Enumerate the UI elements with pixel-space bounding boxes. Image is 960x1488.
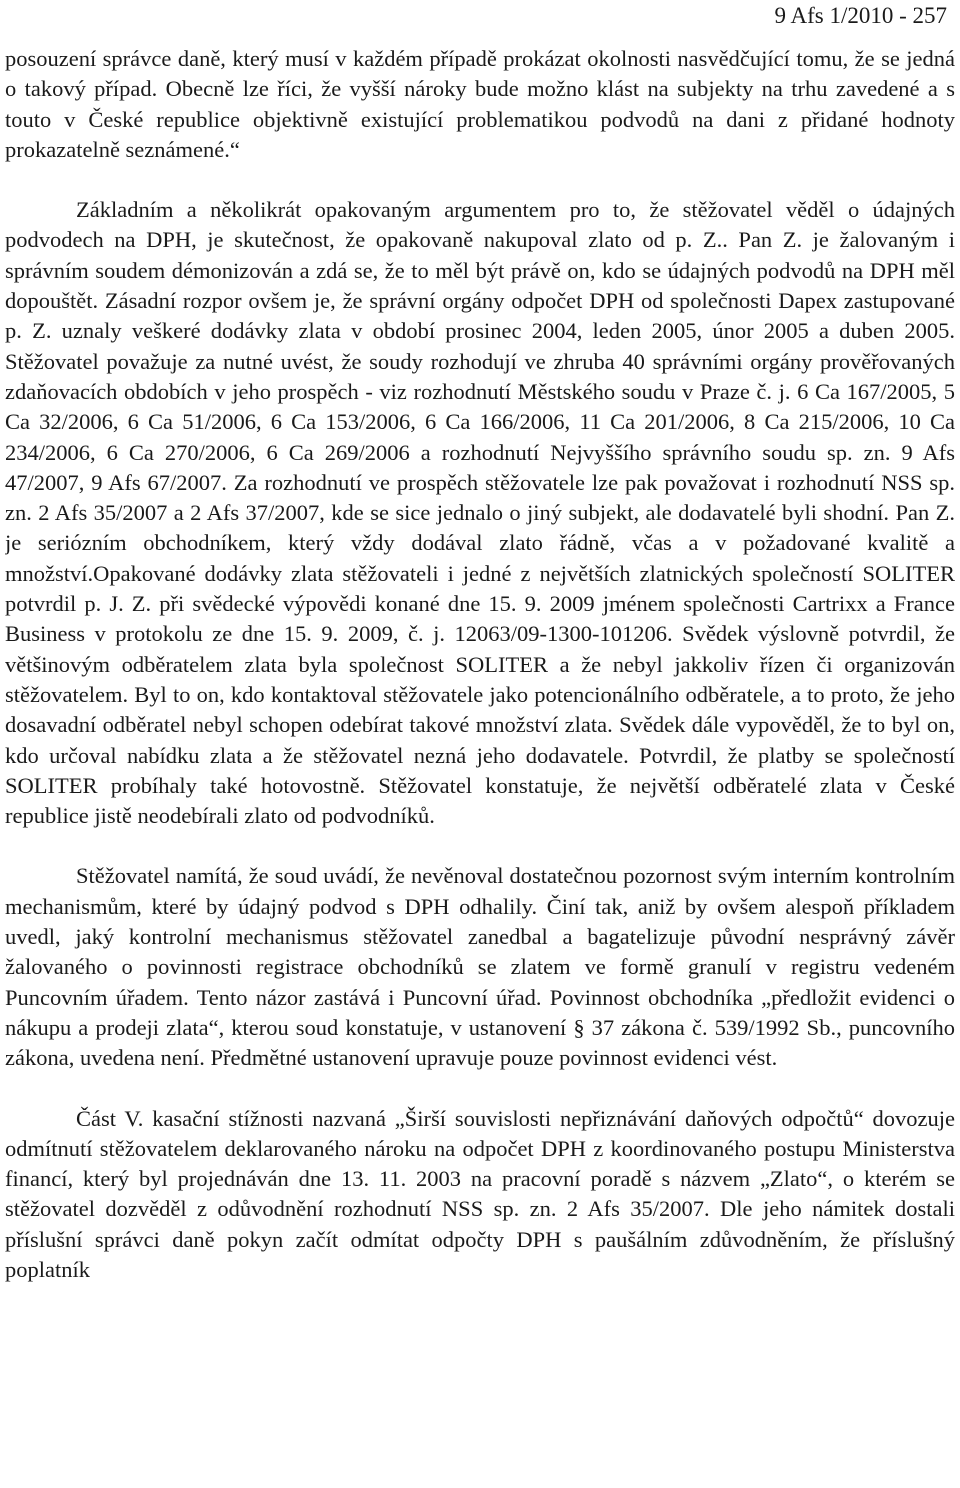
document-page xyxy=(5,0,955,1488)
document-body xyxy=(5,44,955,1285)
paragraph-control-mechanisms: Stěžovatel namítá, že soud uvádí, že nevěnoval dostatečnou pozornost svým interním kontrolním mechanismům, které by údajný podvod s DPH odhalily. Činí tak, aniž by ovšem alespoň příkladem uvedl, jaký kontrolní mechanismus stěžovatel zanedbal a bagatelizuje původní nesprávný závěr žalovaného o povinnosti registrace obchodníků se zlatem ve formě granulí v registru vedeném Puncovním úřadem. Tento názor zastává i Puncovní úřad. Povinnost obchodníka „předložit evidenci o nákupu a prodeji zlata“, kterou soud konstatuje, v ustanovení § 37 zákona č. 539/1992 Sb., puncovního zákona, uvedena není. Předmětné ustanovení upravuje pouze povinnost evidenci vést. xyxy=(5,863,955,1071)
paragraph-argument-z: Základním a několikrát opakovaným argumentem pro to, že stěžovatel věděl o údajných podvodech na DPH, je skutečnost, že opakovaně nakupoval zlato od p. Z.. Pan Z. je žalovaným i správním soudem démonizován a zdá se, že to měl být právě on, kdo se údajných podvodů na DPH měl dopouštět. Zásadní rozpor ovšem je, že správní orgány odpočet DPH od společnosti Dapex zastupované p. Z. uznaly veškeré dodávky zlata v období prosinec 2004, leden 2005, únor 2005 a duben 2005. Stěžovatel považuje za nutné uvést, že soudy rozhodují ve zhruba 40 správními orgány prověřovaných zdaňovacích obdobích v jeho prospěch - viz rozhodnutí Městského soudu v Praze č. j. 6 Ca 167/2005, 5 Ca 32/2006, 6 Ca 51/2006, 6 Ca 153/2006, 6 Ca 166/2006, 11 Ca 201/2006, 8 Ca 215/2006, 10 Ca 234/2006, 6 Ca 270/2006, 6 Ca 269/2006 a rozhodnutí Nejvyššího správního soudu sp. zn. 9 Afs 47/2007, 9 Afs 67/2007. Za rozhodnutí ve prospěch stěžovatele lze pak považovat i rozhodnutí NSS sp. zn. 2 Afs 35/2007 a 2 Afs 37/2007, kde se sice jednalo o jiný subjekt, ale dodavatelé byli shodní. Pan Z. je seriózním obchodníkem, který vždy dodával zlato řádně, včas a v požadované kvalitě a množství.Opakované dodávky zlata stěžovateli i jedné z největších zlatnických společností SOLITER potvrdil p. J. Z. při svědecké výpovědi konané dne 15. 9. 2009 jménem společnosti Cartrixx a France Business v protokolu ze dne 15. 9. 2009, č. j. 12063/09-1300-101206. Svědek výslovně potvrdil, že většinovým odběratelem zlata byla společnost SOLITER a že nebyl jakkoliv řízen či organizován stěžovatelem. Byl to on, kdo kontaktoval stěžovatele jako potencionálního odběratele, a to proto, že jeho dosavadní odběratel nebyl schopen odebírat takové množství zlata. Svědek dále vypověděl, že to byl on, kdo určoval nabídku zlata a že stěžovatel nezná jeho dodavatele. Potvrdil, že platby se společností SOLITER probíhaly také hotovostně. Stěžovatel konstatuje, že největší odběratelé zlata v České republice jistě neodebírali zlato od podvodníků. xyxy=(5,197,955,829)
paragraph-continuation: posouzení správce daně, který musí v každém případě prokázat okolnosti nasvědčující tomu, že se jedná o takový případ. Obecně lze říci, že vyšší nároky bude možno klást na subjekty na trhu zavedené a s touto v České republice objektivně existující problematikou podvodů na dani z přidané hodnoty prokazatelně seznámené.“ xyxy=(5,46,955,162)
paragraph-part-v: Část V. kasační stížnosti nazvaná „Širší souvislosti nepřiznávání daňových odpočtů“ dovozuje odmítnutí stěžovatelem deklarovaného nároku na odpočet DPH z koordinovaného postupu Ministerstva financí, který byl projednáván dne 13. 11. 2003 na pracovní poradě s názvem „Zlato“, o kterém se stěžovatel dozvěděl z odůvodnění rozhodnutí NSS sp. zn. 2 Afs 35/2007. Dle jeho námitek dostali příslušní správci daně pokyn začít odmítat odpočty DPH s paušálním zdůvodněním, že příslušný poplatník xyxy=(5,1105,955,1282)
page-header-reference: 9 Afs 1/2010 - 257 xyxy=(774,3,947,28)
